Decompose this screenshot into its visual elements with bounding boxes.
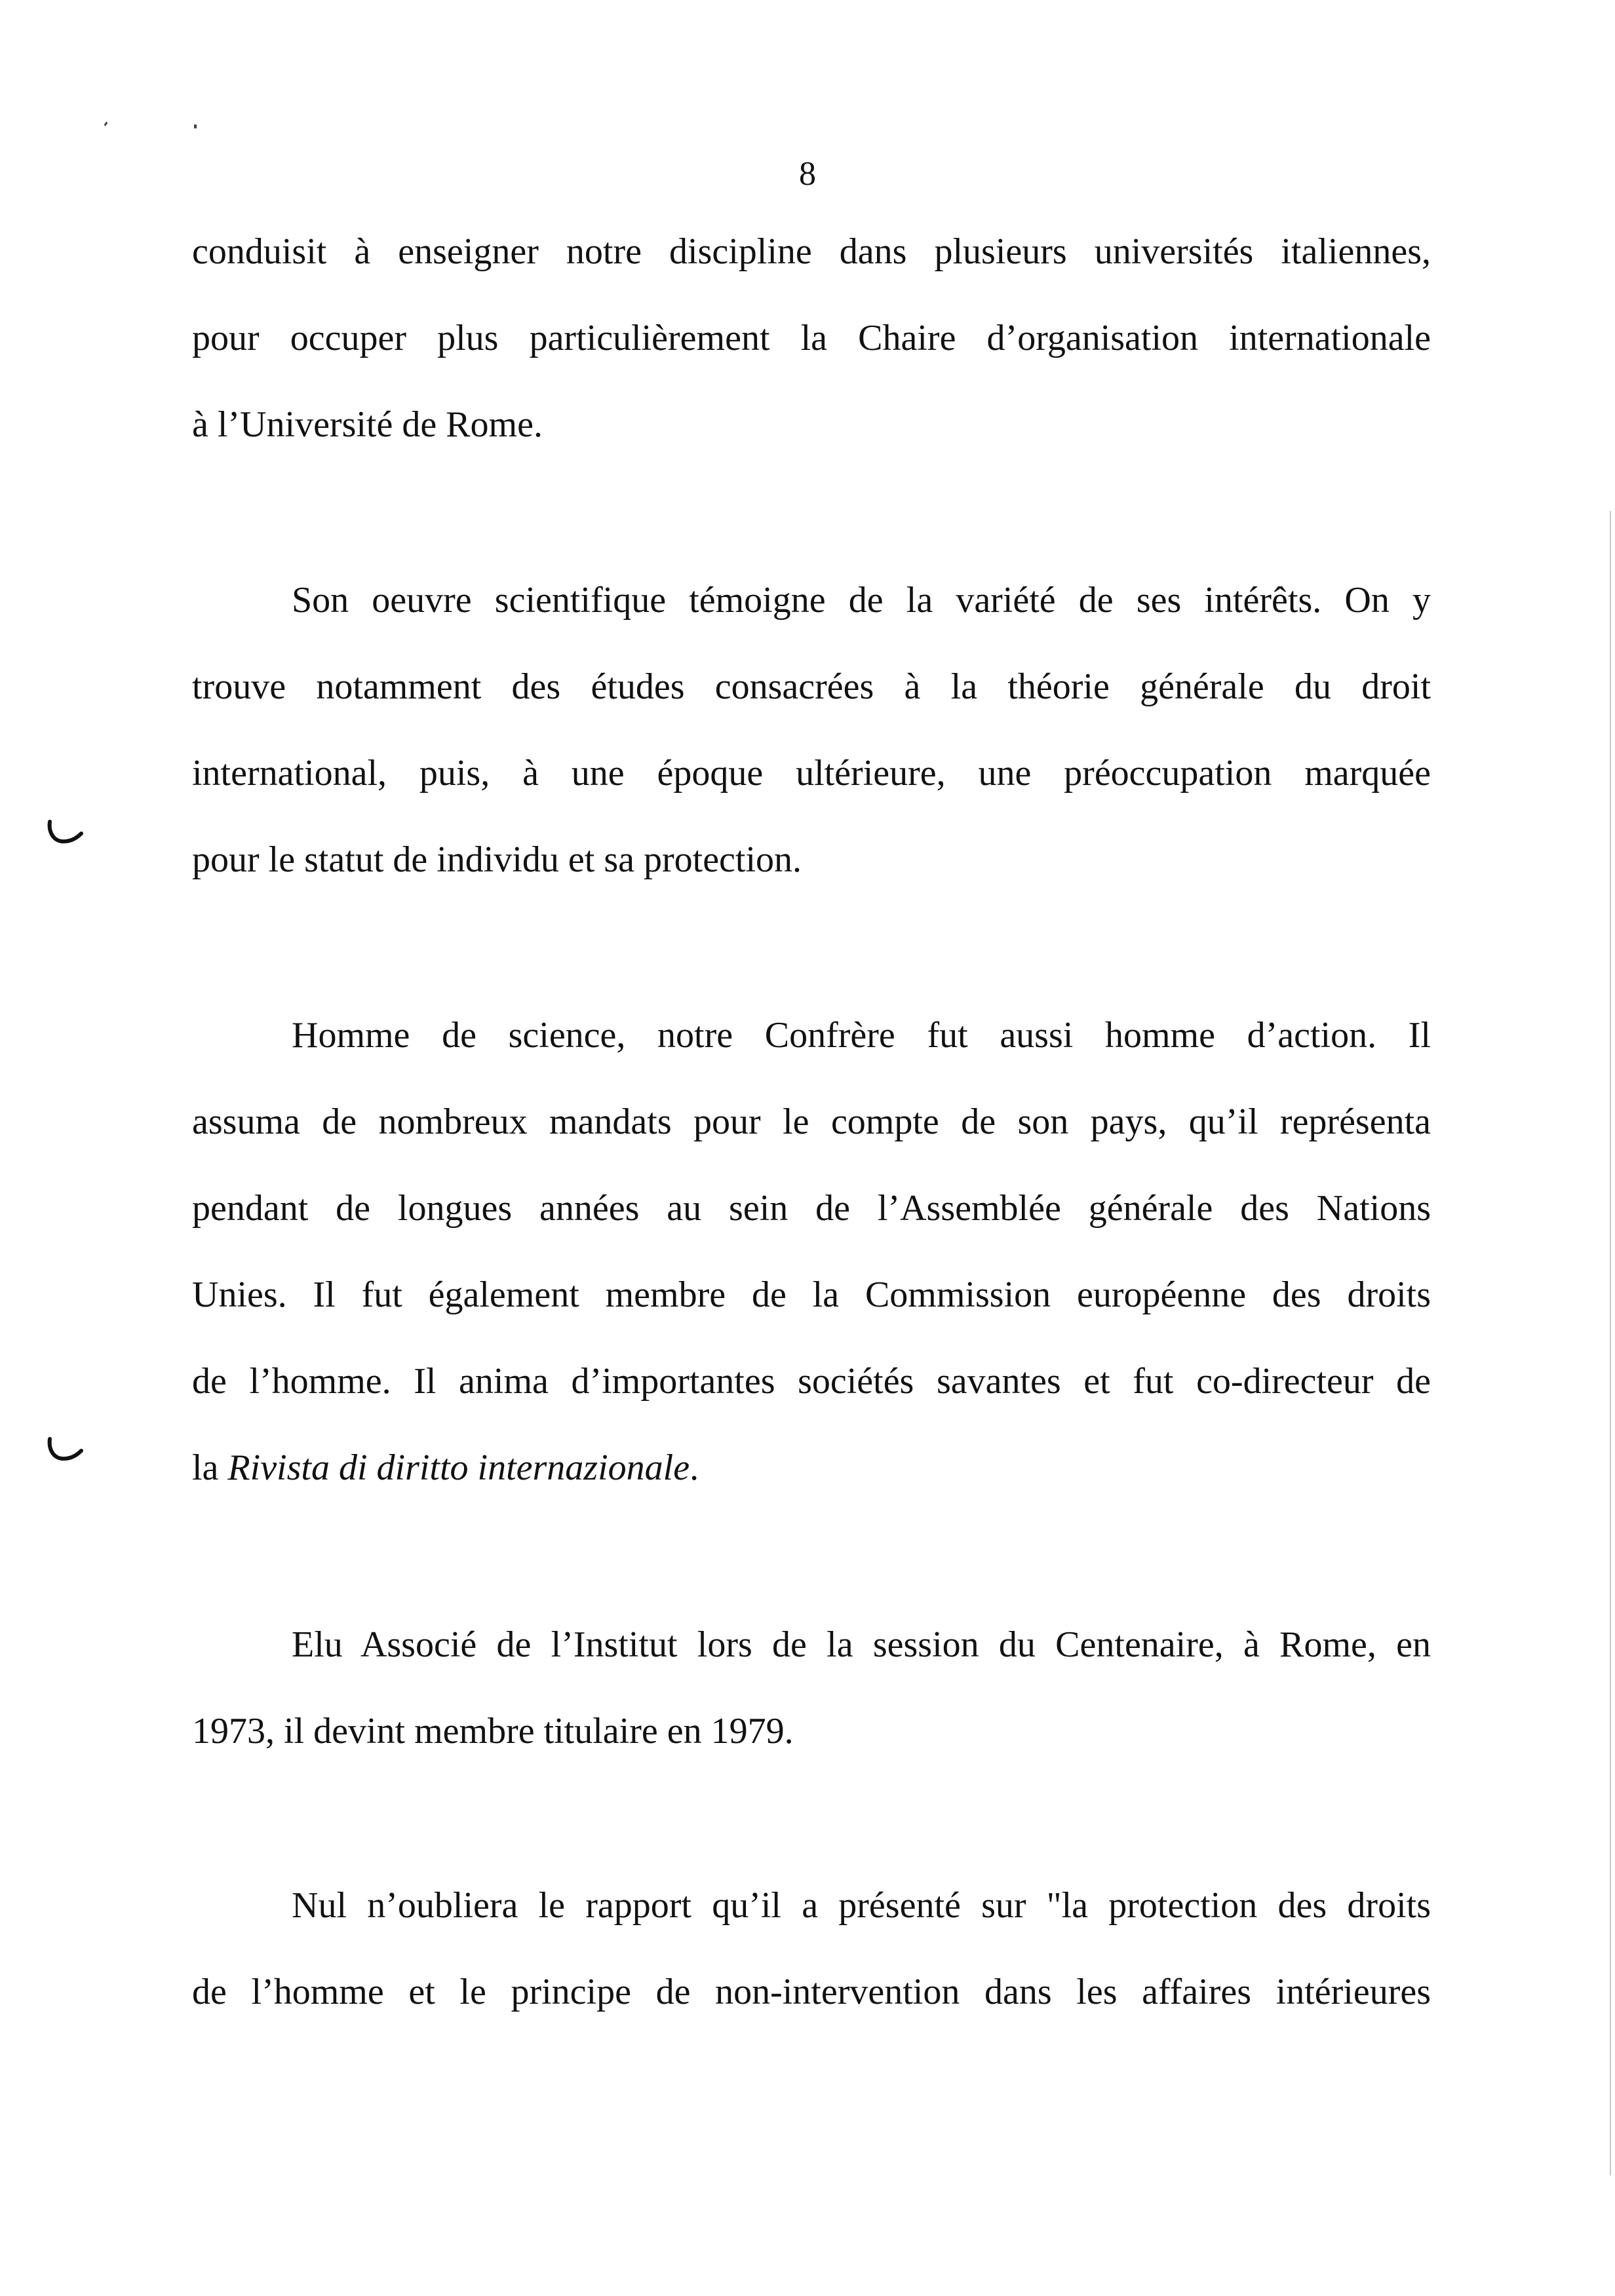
text-line: pour le statut de individu et sa protection. — [192, 839, 802, 880]
text-line: pendant de longues années au sein de l’Assemblée générale des Nations — [192, 1188, 1431, 1229]
text-line: international, puis, à une époque ultérieure, une préoccupation marquée — [192, 753, 1431, 794]
text-line: Homme de science, notre Confrère fut aussi homme d’action. Il — [292, 1015, 1431, 1056]
scan-speck — [194, 124, 197, 128]
text-line-prefix: la — [192, 1447, 228, 1488]
paragraph-3 — [192, 1014, 1431, 1489]
text-line: assuma de nombreux mandats pour le compte de son pays, qu’il représenta — [192, 1101, 1431, 1142]
scan-speck — [104, 122, 108, 126]
scan-edge-line — [1610, 511, 1611, 2175]
paragraph-2 — [192, 579, 1431, 881]
text-line-suffix: . — [690, 1447, 699, 1488]
text-line: pour occuper plus particulièrement la Chaire d’organisation internationale — [192, 318, 1431, 358]
journal-title: Rivista di diritto internazionale — [227, 1447, 690, 1488]
text-line — [192, 1447, 1431, 1489]
paragraph-4 — [192, 1624, 1431, 1752]
text-line: trouve notamment des études consacrées à la théorie générale du droit — [192, 666, 1431, 707]
paragraph-1 — [192, 231, 1431, 446]
margin-check-icon — [46, 819, 84, 845]
text-line: Unies. Il fut également membre de la Commission européenne des droits — [192, 1274, 1431, 1315]
text-line: Nul n’oubliera le rapport qu’il a présenté sur "la protection des droits — [292, 1885, 1431, 1926]
text-line: de l’homme et le principe de non-intervention dans les affaires intérieures — [192, 1972, 1431, 2012]
text-line: à l’Université de Rome. — [192, 404, 543, 445]
page-number: 8 — [799, 155, 816, 193]
paragraph-5 — [192, 1885, 1431, 2013]
text-line: conduisit à enseigner notre discipline dans plusieurs universités italiennes, — [192, 231, 1431, 272]
text-line: 1973, il devint membre titulaire en 1979. — [192, 1711, 794, 1751]
text-line: Elu Associé de l’Institut lors de la session du Centenaire, à Rome, en — [292, 1624, 1431, 1665]
text-line: Son oeuvre scientifique témoigne de la variété de ses intérêts. On y — [292, 580, 1431, 621]
text-line: de l’homme. Il anima d’importantes sociétés savantes et fut co-directeur de — [192, 1361, 1431, 1402]
margin-check-icon — [46, 1436, 84, 1463]
